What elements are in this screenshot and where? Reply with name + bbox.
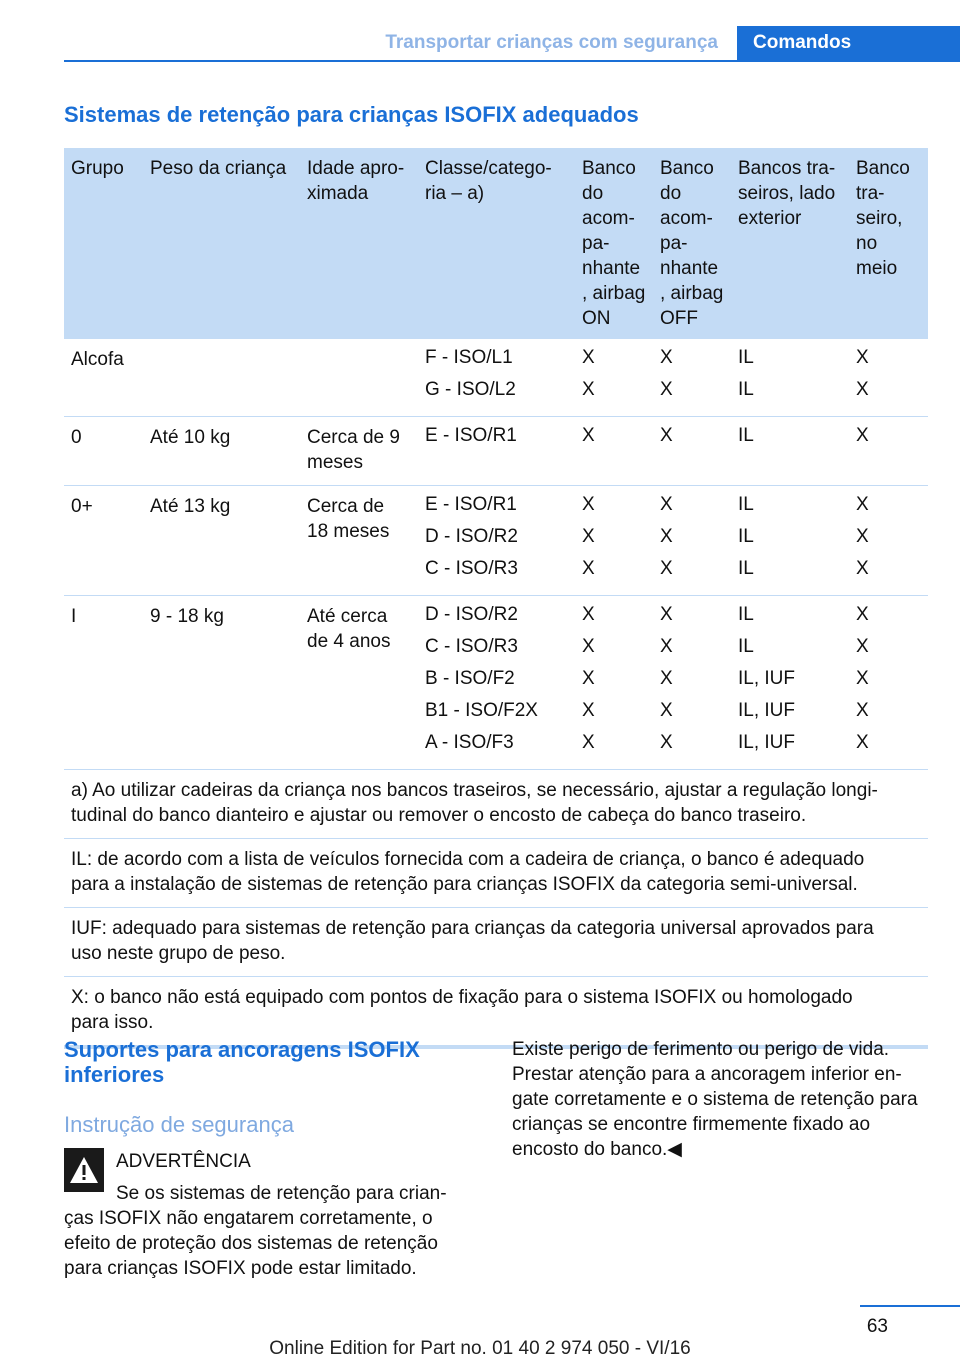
warning-text: Se os sistemas de retenção para crian‐ças ISOFIX não engatarem corretamente, o efeito de proteção dos sistemas de retenção para crianças ISOFIX pode estar limitado. [64, 1183, 447, 1279]
cell-value: X [582, 668, 595, 689]
cell-value: X [660, 425, 673, 446]
cell-value: IL, IUF [738, 700, 796, 721]
header-rule [64, 60, 960, 62]
page-number-rule [860, 1305, 960, 1307]
cell-value: X [582, 636, 595, 657]
cell-value: IL [738, 379, 754, 400]
cell-value: IL [738, 558, 754, 579]
cell-value: D - ISO/R2 [425, 526, 518, 547]
footnote-text: a) Ao utilizar cadeiras da criança nos bancos traseiros, se necessário, ajustar a regulação longi‐ tudinal do banco dianteiro e ajustar ou remover o encosto de cabeça do banco traseiro. [64, 770, 928, 839]
col-header-rear-outer: Bancos tra‐ seiros, lado exterior [731, 148, 849, 339]
weight-cell [143, 339, 300, 417]
class-cell [418, 596, 575, 770]
front-airbag-off-cell [653, 486, 731, 596]
weight-cell: Até 13 kg [143, 486, 300, 596]
group-cell: 0 [64, 417, 143, 486]
warning-label: ADVERTÊNCIA [116, 1151, 251, 1172]
cell-value: E - ISO/R1 [425, 425, 517, 446]
cell-value: A - ISO/F3 [425, 732, 514, 753]
cell-value: IL [738, 636, 754, 657]
col-header-rear-middle: Banco tra‐ seiro, no meio [849, 148, 928, 339]
table-row [64, 486, 928, 596]
edition-footer: Online Edition for Part no. 01 40 2 974 050 - VI/16 [269, 1338, 691, 1359]
col-header-age: Idade apro‐ ximada [300, 148, 418, 339]
front-airbag-on-cell [575, 339, 653, 417]
table-header-row [64, 148, 928, 339]
footnote-text: IL: de acordo com a lista de veículos fornecida com a cadeira de criança, o banco é adequado para a instalação de sistemas de retenção para crianças ISOFIX da categoria semi-universal. [64, 839, 928, 908]
cell-value: X [856, 494, 869, 515]
rear-outer-cell [731, 339, 849, 417]
cell-value: X [856, 425, 869, 446]
cell-value: B - ISO/F2 [425, 668, 515, 689]
cell-value: IL, IUF [738, 732, 796, 753]
front-airbag-on-cell [575, 486, 653, 596]
cell-value: G - ISO/L2 [425, 379, 516, 400]
col-header-front-airbag-on: Banco do acom‐ pa‐ nhante , airbag ON [575, 148, 653, 339]
age-cell [300, 339, 418, 417]
front-airbag-off-cell [653, 596, 731, 770]
col-header-front-airbag-off: Banco do acom‐ pa‐ nhante , airbag OFF [653, 148, 731, 339]
cell-value: E - ISO/R1 [425, 494, 517, 515]
cell-value: X [856, 558, 869, 579]
rear-middle-cell [849, 596, 928, 770]
cell-value: X [856, 379, 869, 400]
section-subheading: Instrução de segurança [64, 1112, 294, 1137]
group-cell: I [64, 596, 143, 770]
cell-value: X [660, 558, 673, 579]
footnote-row [64, 908, 928, 977]
cell-value: X [856, 526, 869, 547]
cell-value: D - ISO/R2 [425, 604, 518, 625]
cell-value: X [660, 732, 673, 753]
front-airbag-on-cell [575, 596, 653, 770]
weight-cell: Até 10 kg [143, 417, 300, 486]
cell-value: X [582, 732, 595, 753]
warning-continuation-text: Existe perigo de ferimento ou perigo de vida. Prestar atenção para a ancoragem inferior en‐gate corretamente e o sistema de retenção para crianças se encontre firmemente fixado ao encosto do banco.◀ [512, 1039, 918, 1160]
cell-value: X [660, 668, 673, 689]
cell-value: X [660, 700, 673, 721]
cell-value: B1 - ISO/F2X [425, 700, 538, 721]
cell-value: X [582, 700, 595, 721]
rear-middle-cell [849, 339, 928, 417]
table-row [64, 417, 928, 486]
cell-value: X [582, 558, 595, 579]
group-cell: Alcofa [64, 339, 143, 417]
group-cell: 0+ [64, 486, 143, 596]
isofix-table [64, 148, 928, 1049]
table-row [64, 339, 928, 417]
class-cell [418, 417, 575, 486]
cell-value: X [856, 668, 869, 689]
cell-value: X [856, 347, 869, 368]
rear-outer-cell [731, 486, 849, 596]
running-header-section: Transportar crianças com segurança [385, 32, 718, 53]
class-cell [418, 339, 575, 417]
cell-value: X [582, 425, 595, 446]
age-cell: Cerca de 18 meses [300, 486, 418, 596]
class-cell [418, 486, 575, 596]
cell-value: X [660, 494, 673, 515]
cell-value: X [660, 526, 673, 547]
cell-value: IL [738, 604, 754, 625]
cell-value: F - ISO/L1 [425, 347, 513, 368]
col-header-class: Classe/catego‐ ria – a) [418, 148, 575, 339]
front-airbag-on-cell [575, 417, 653, 486]
age-cell: Até cerca de 4 anos [300, 596, 418, 770]
rear-middle-cell [849, 486, 928, 596]
footnote-row [64, 770, 928, 839]
cell-value: X [856, 604, 869, 625]
cell-value: C - ISO/R3 [425, 558, 518, 579]
cell-value: X [582, 604, 595, 625]
cell-value: IL [738, 347, 754, 368]
rear-outer-cell [731, 596, 849, 770]
cell-value: X [660, 604, 673, 625]
rear-outer-cell [731, 417, 849, 486]
age-cell: Cerca de 9 meses [300, 417, 418, 486]
footnote-text: IUF: adequado para sistemas de retenção para crianças da categoria universal aprovados para uso neste grupo de peso. [64, 908, 928, 977]
cell-value: IL [738, 494, 754, 515]
cell-value: C - ISO/R3 [425, 636, 518, 657]
section-heading: Suportes para ancoragens ISOFIX inferiores [64, 1037, 420, 1087]
cell-value: X [582, 379, 595, 400]
cell-value: X [856, 700, 869, 721]
cell-value: X [582, 526, 595, 547]
table-title: Sistemas de retenção para crianças ISOFIX adequados [64, 102, 639, 127]
cell-value: X [856, 732, 869, 753]
front-airbag-off-cell [653, 417, 731, 486]
footnote-row [64, 839, 928, 908]
weight-cell: 9 - 18 kg [143, 596, 300, 770]
cell-value: X [856, 636, 869, 657]
cell-value: IL [738, 425, 754, 446]
footnote-text: X: o banco não está equipado com pontos de fixação para o sistema ISOFIX ou homologado para isso. [64, 977, 928, 1048]
running-header-chapter-tab: Comandos [737, 26, 960, 62]
cell-value: X [660, 347, 673, 368]
page-number: 63 [866, 1316, 888, 1337]
rear-middle-cell [849, 417, 928, 486]
table-body [64, 339, 928, 1047]
cell-value: IL, IUF [738, 668, 796, 689]
cell-value: X [582, 494, 595, 515]
col-header-weight: Peso da criança [143, 148, 300, 339]
cell-value: X [582, 347, 595, 368]
table-row [64, 596, 928, 770]
cell-value: X [660, 636, 673, 657]
cell-value: IL [738, 526, 754, 547]
front-airbag-off-cell [653, 339, 731, 417]
col-header-group: Grupo [64, 148, 143, 339]
cell-value: X [660, 379, 673, 400]
